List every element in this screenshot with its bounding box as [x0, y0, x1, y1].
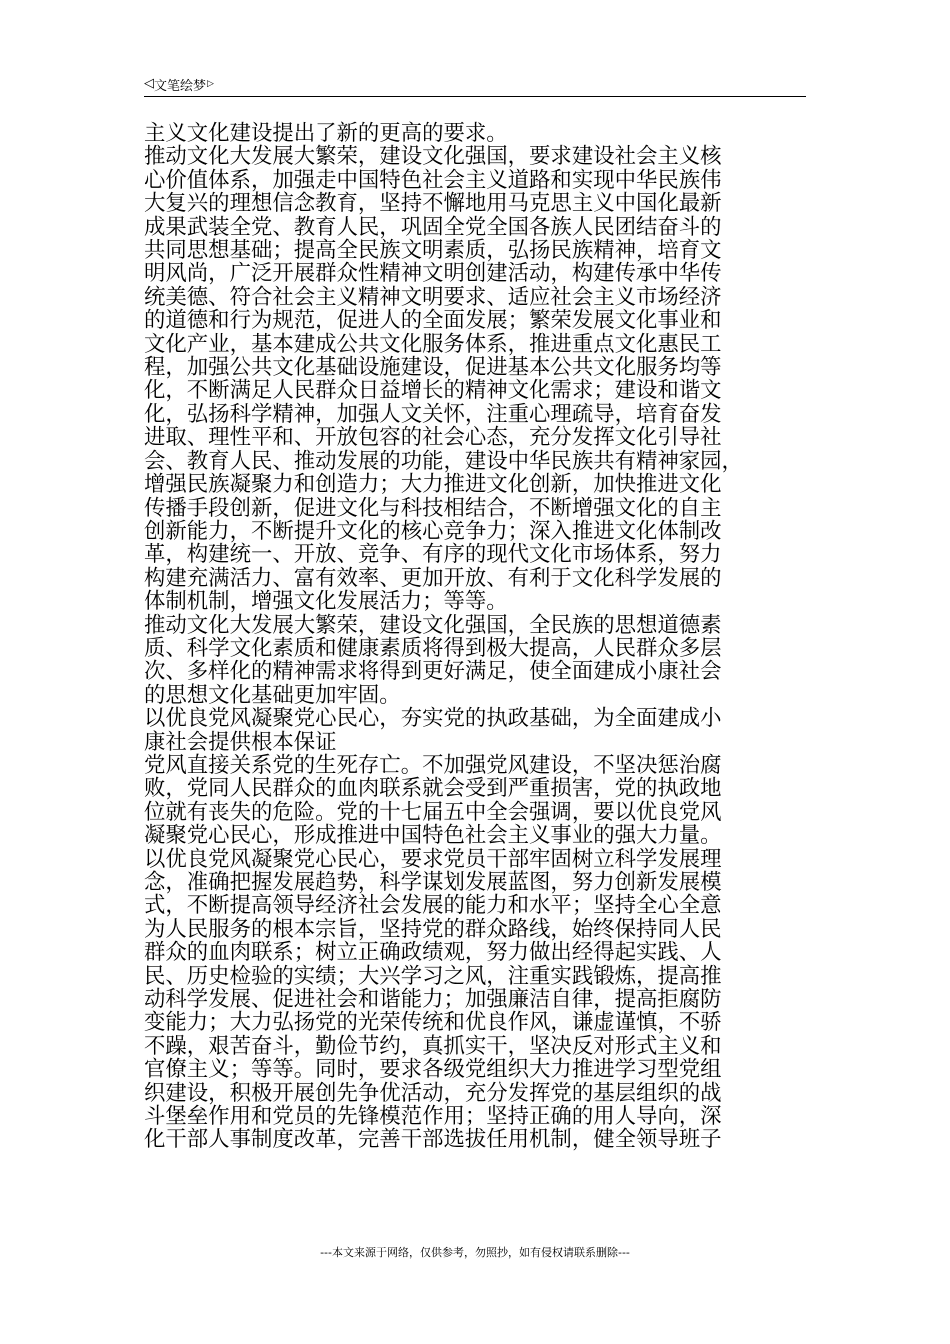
- text-line: 主义文化建设提出了新的更高的要求。: [144, 121, 508, 146]
- text-line: 织建设，积极开展创先争优活动，充分发挥党的基层组织的战: [144, 1080, 722, 1106]
- text-line: 的思想文化基础更加牢固。: [144, 682, 401, 708]
- text-line: 统美德、符合社会主义精神文明要求、适应社会主义市场经济: [144, 284, 722, 310]
- text-line: 败，党同人民群众的血肉联系就会受到严重损害，党的执政地: [144, 776, 722, 802]
- text-line: 以优良党风凝聚党心民心，夯实党的执政基础，为全面建成小: [144, 706, 722, 732]
- text-line: 质、科学文化素质和健康素质将得到极大提高，人民群众多层: [144, 635, 722, 661]
- text-line: 大复兴的理想信念教育，坚持不懈地用马克思主义中国化最新: [144, 191, 722, 217]
- text-line: 式，不断提高领导经济社会发展的能力和水平；坚持全心全意: [144, 893, 722, 919]
- brand-name: 文笔绘梦: [154, 79, 207, 94]
- text-line: 位就有丧失的危险。党的十七届五中全会强调，要以优良党风: [144, 799, 722, 825]
- text-line: 群众的血肉联系；树立正确政绩观，努力做出经得起实践、人: [144, 940, 722, 966]
- text-line: 党风直接关系党的生死存亡。不加强党风建设，不坚决惩治腐: [144, 752, 722, 778]
- text-line: 的道德和行为规范，促进人的全面发展；繁荣发展文化事业和: [144, 308, 722, 334]
- text-line: 斗堡垒作用和党员的先锋模范作用；坚持正确的用人导向，深: [144, 1104, 722, 1130]
- text-line: 民、历史检验的实绩；大兴学习之风，注重实践锻炼，提高推: [144, 963, 722, 989]
- text-line: 为人民服务的根本宗旨，坚持党的群众路线，始终保持同人民: [144, 916, 722, 942]
- text-line: 化干部人事制度改革，完善干部选拔任用机制，健全领导班子: [144, 1127, 722, 1153]
- text-line: 传播手段创新，促进文化与科技相结合，不断增强文化的自主: [144, 495, 722, 521]
- text-line: 化，弘扬科学精神，加强人文关怀，注重心理疏导，培育奋发: [144, 401, 722, 427]
- text-line: 次、多样化的精神需求将得到更好满足，使全面建成小康社会: [144, 659, 722, 685]
- footer-notice: ---本文来源于网络，仅供参考，勿照抄，如有侵权请联系删除---: [320, 1246, 630, 1259]
- text-line: 创新能力，不断提升文化的核心竞争力；深入推进文化体制改: [144, 518, 722, 544]
- text-line: 推动文化大发展大繁荣，建设文化强国，全民族的思想道德素: [144, 612, 722, 638]
- text-line: 念，准确把握发展趋势，科学谋划发展蓝图，努力创新发展模: [144, 870, 722, 895]
- text-line: 以优良党风凝聚党心民心，要求党员干部牢固树立科学发展理: [144, 846, 722, 872]
- text-line: 构建充满活力、富有效率、更加开放、有利于文化科学发展的: [144, 565, 722, 591]
- triangle-left-icon: ◁: [144, 76, 154, 91]
- text-line: 进取、理性平和、开放包容的社会心态，充分发挥文化引导社: [144, 425, 722, 451]
- text-line: 心价值体系，加强走中国特色社会主义道路和实现中华民族伟: [144, 167, 722, 193]
- text-line: 增强民族凝聚力和创造力；大力推进文化创新，加快推进文化: [144, 472, 722, 498]
- text-line: 会、教育人民、推动发展的功能，建设中华民族共有精神家园，: [144, 448, 743, 474]
- text-line: 明风尚，广泛开展群众性精神文明创建活动，构建传承中华传: [144, 261, 722, 287]
- document-body: [144, 122, 808, 1152]
- text-line: 成果武装全党、教育人民，巩固全党全国各族人民团结奋斗的: [144, 214, 722, 240]
- text-line: 共同思想基础；提高全民族文明素质，弘扬民族精神，培育文: [144, 238, 722, 264]
- text-line: 官僚主义；等等。同时，要求各级党组织大力推进学习型党组: [144, 1057, 722, 1083]
- text-line: 康社会提供根本保证: [144, 729, 337, 755]
- text-line: 推动文化大发展大繁荣，建设文化强国，要求建设社会主义核: [144, 144, 722, 170]
- text-line: 文化产业，基本建成公共文化服务体系，推进重点文化惠民工: [144, 331, 722, 357]
- page-header: [144, 74, 806, 97]
- text-line: 动科学发展、促进社会和谐能力；加强廉洁自律，提高拒腐防: [144, 987, 722, 1013]
- text-line: 化，不断满足人民群众日益增长的精神文化需求；建设和谐文: [144, 378, 722, 404]
- text-line: 体制机制，增强文化发展活力；等等。: [144, 589, 508, 615]
- triangle-right-icon: ▷: [207, 79, 214, 89]
- header-brand: [144, 76, 214, 95]
- text-line: 不躁，艰苦奋斗，勤俭节约，真抓实干，坚决反对形式主义和: [144, 1033, 722, 1059]
- text-line: 程，加强公共文化基础设施建设，促进基本公共文化服务均等: [144, 355, 722, 381]
- text-line: 革，构建统一、开放、竞争、有序的现代文化市场体系，努力: [144, 542, 722, 568]
- text-line: 变能力；大力弘扬党的光荣传统和优良作风，谦虚谨慎，不骄: [144, 1010, 722, 1036]
- page-footer: [0, 1246, 950, 1260]
- text-line: 凝聚党心民心，形成推进中国特色社会主义事业的强大力量。: [144, 823, 722, 849]
